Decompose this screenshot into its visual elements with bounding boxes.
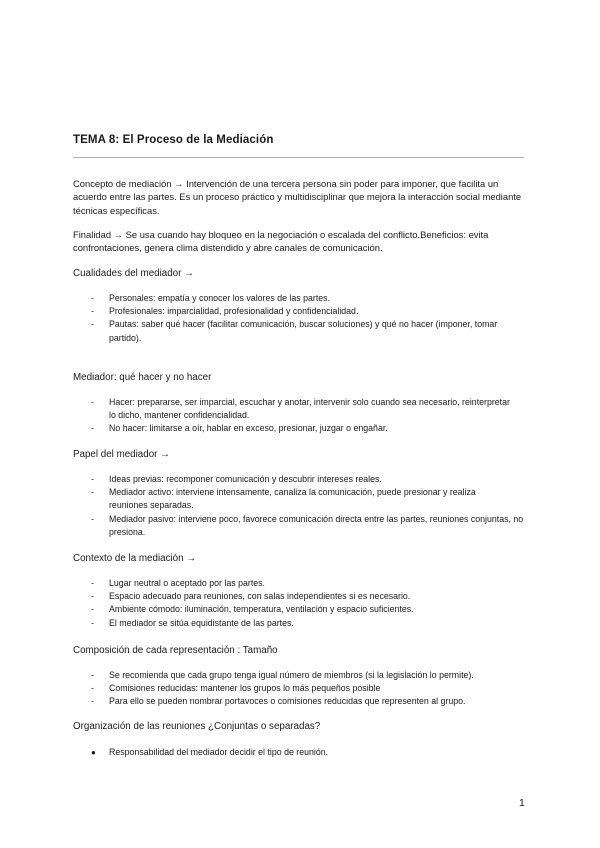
dash-marker: - <box>91 670 94 680</box>
section-heading-papel: Papel del mediador → <box>73 449 170 460</box>
dash-marker: - <box>91 293 94 303</box>
list-contexto <box>73 577 538 630</box>
dash-marker: - <box>91 423 94 434</box>
dash-marker: - <box>91 513 94 524</box>
dash-marker: - <box>91 617 94 628</box>
dash-marker: - <box>91 604 94 615</box>
list-item: - Espacio adecuado para reuniones, con salas independientes si es necesario. <box>73 590 538 603</box>
list-mediador <box>73 396 538 436</box>
list-item: - Mediador pasivo: interviene poco, favorece comunicación directa entre las partes, reuniones conjuntas, no presiona. <box>91 513 524 537</box>
dash-marker: - <box>91 683 94 694</box>
section-heading-composicion: Composición de cada representación : Tamaño <box>73 645 278 656</box>
dash-marker: - <box>91 306 94 317</box>
paragraph-finalidad: Finalidad → Se usa cuando hay bloqueo en la negociación o escalada del conflicto.Beneficios: evita confrontaciones, genera clima distendido y abre canales de comunicación. <box>73 229 489 254</box>
dash-marker: - <box>91 696 94 707</box>
list-item: ● Responsabilidad del mediador decidir el tipo de reunión. <box>73 746 538 759</box>
dash-marker: - <box>91 474 94 484</box>
list-item: - Hacer: prepararse, ser imparcial, escuchar y anotar, intervenir solo cuando sea necesario, reinterpretar lo dicho, mantener confidencialidad. <box>91 397 510 421</box>
bullet-marker: ● <box>91 748 96 757</box>
dash-marker: - <box>91 578 94 588</box>
list-item: - Ambiente cómodo: iluminación, temperatura, ventilación y espacio suficientes. <box>73 603 538 616</box>
list-organizacion <box>73 746 538 759</box>
section-heading-contexto: Contexto de la mediación → <box>73 553 197 564</box>
paragraph-concepto: Concepto de mediación → Intervención de una tercera persona sin poder para imponer, que facilita un acuerdo entre las partes. Es un proceso práctico y multidisciplinar que mejora la interacción social mediante técnicas específicas. <box>73 178 522 216</box>
list-cualidades <box>73 292 538 345</box>
list-item: - Para ello se pueden nombrar portavoces o comisiones reducidas que representen al grupo. <box>73 695 538 708</box>
section-heading-organizacion: Organización de las reuniones ¿Conjuntas o separadas? <box>73 721 321 732</box>
section-heading-mediador: Mediador: qué hacer y no hacer <box>73 372 212 383</box>
list-item: - Comisiones reducidas: mantener los grupos lo más pequeños posible <box>73 682 538 695</box>
list-item: - Profesionales: imparcialidad, profesionalidad y confidencialidad. <box>73 305 538 318</box>
dash-marker: - <box>91 591 94 602</box>
dash-marker: - <box>91 397 94 407</box>
list-papel <box>73 473 538 539</box>
list-item: - Mediador activo: interviene intensamente, canaliza la comunicación, puede presionar y realiza reuniones separadas. <box>91 487 476 511</box>
list-item: - Pautas: saber qué hacer (facilitar comunicación, buscar soluciones) y qué no hacer (imponer, tomar partido). <box>91 319 498 343</box>
list-item: - Ideas previas: recomponer comunicación y descubrir intereses reales. <box>73 473 538 486</box>
dash-marker: - <box>91 487 94 498</box>
list-item: - Personales: empatía y conocer los valores de las partes. <box>73 292 538 305</box>
list-item: - El mediador se sitúa equidistante de las partes. <box>73 617 538 630</box>
list-composicion <box>73 669 538 709</box>
list-item: - Lugar neutral o aceptado por las partes. <box>73 577 538 590</box>
document-title: TEMA 8: El Proceso de la Mediación <box>73 134 274 146</box>
section-heading-cualidades: Cualidades del mediador → <box>73 268 194 279</box>
page-number: 1 <box>519 797 525 809</box>
title-divider <box>73 157 524 158</box>
list-item: - No hacer: limitarse a oír, hablar en exceso, presionar, juzgar o engañar. <box>73 422 538 435</box>
dash-marker: - <box>91 319 94 330</box>
list-item: - Se recomienda que cada grupo tenga igual número de miembros (si la legislación lo permite). <box>73 669 538 682</box>
